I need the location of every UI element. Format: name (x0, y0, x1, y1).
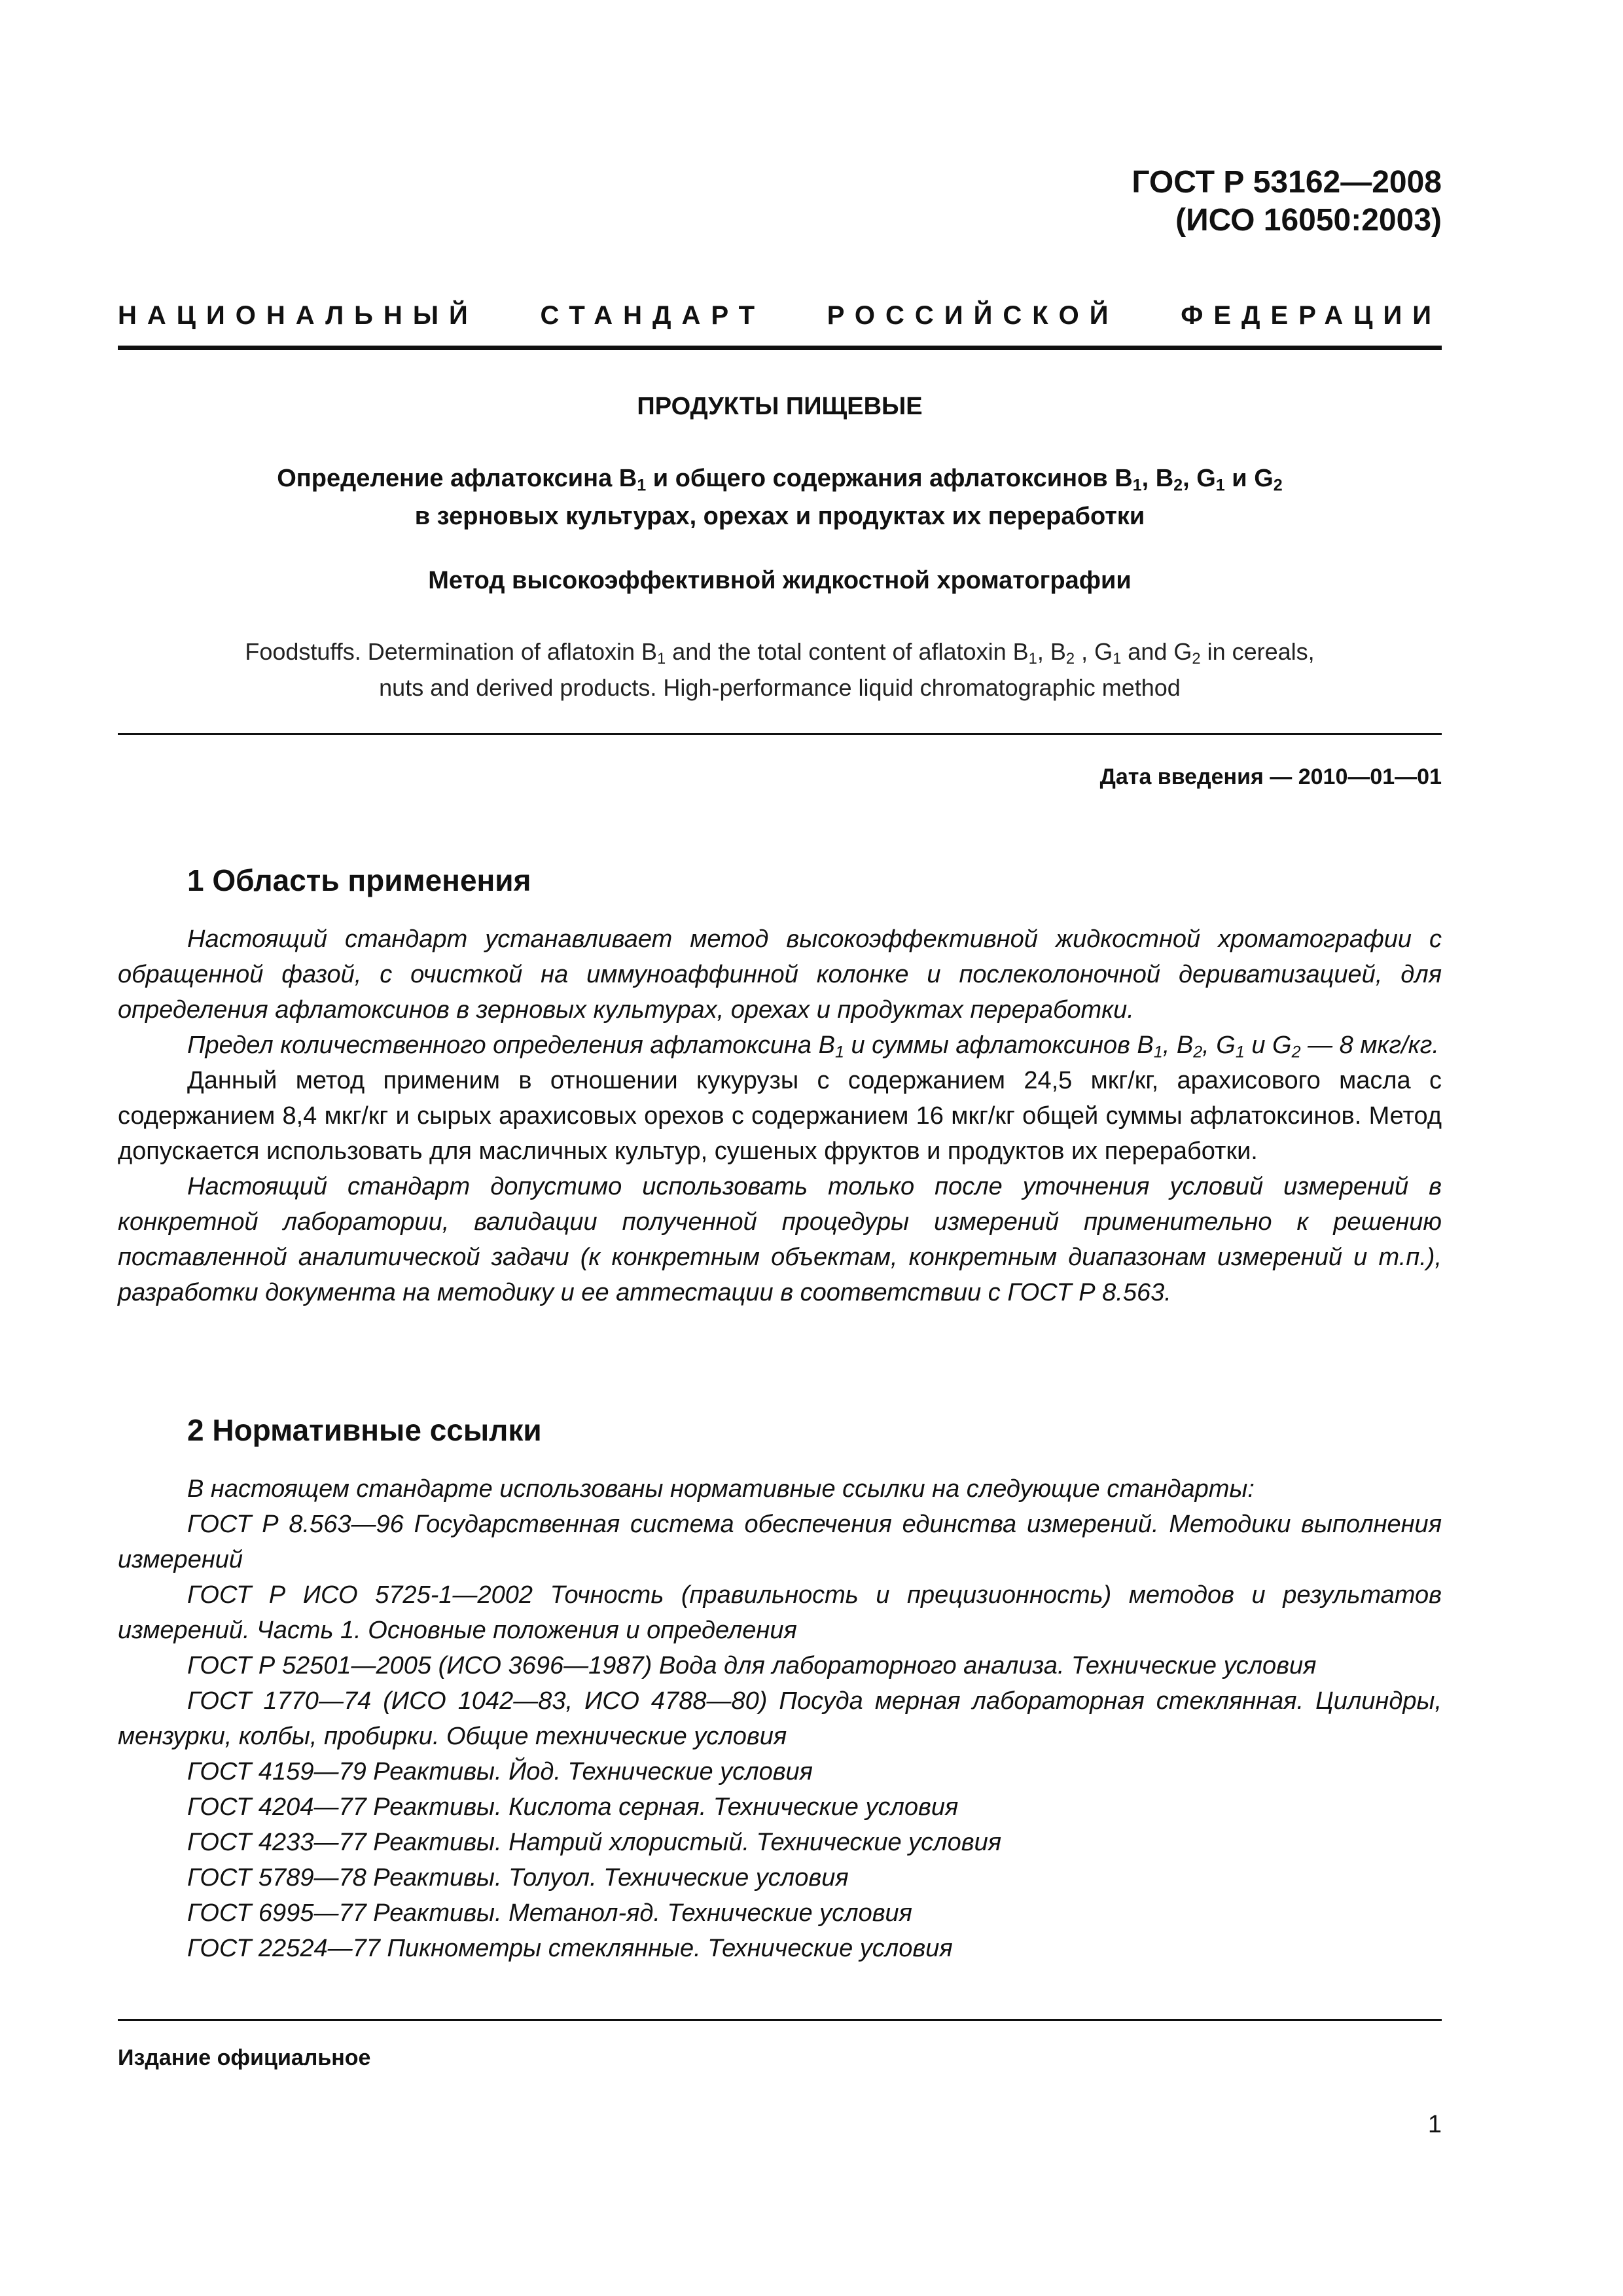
section-2-body (118, 1471, 1442, 1966)
product-title: ПРОДУКТЫ ПИЩЕВЫЕ (637, 393, 923, 420)
english-title (118, 634, 1442, 706)
scope-paragraph-2: Предел количественного определения афлатоксина $B_1$ и суммы афлатоксинов $B_1$, $B_2$, $G_1$ и $G_2$ — 8 мкг/кг. (187, 1031, 1439, 1062)
reference-item: ГОСТ 4159—79 Реактивы. Йод. Технические условия (187, 1758, 813, 1785)
national-standard-title: НАЦИОНАЛЬНЫЙ СТАНДАРТ РОССИЙСКОЙ ФЕДЕРАЦИИ (118, 301, 1442, 330)
reference-item: ГОСТ Р 52501—2005 (ИСО 3696—1987) Вода для лабораторного анализа. Технические условия (187, 1652, 1317, 1679)
reference-item: ГОСТ Р 8.563—96 Государственная система обеспечения единства измерений. Методики выполнения измерений (118, 1511, 1442, 1573)
scope-paragraph-3: Данный метод применим в отношении кукурузы с содержанием 24,5 мкг/кг, арахисового масла с содержанием 8,4 мкг/кг и сырых арахисовых орехов с содержанием 16 мкг/кг общей суммы афлатоксинов. Метод допускается использовать для масличных культур, сушеных фруктов и продуктов их переработки. (118, 1067, 1442, 1165)
reference-item: ГОСТ 6995—77 Реактивы. Метанол-яд. Технические условия (187, 1899, 912, 1927)
standard-number (1132, 164, 1442, 240)
references-intro: В настоящем стандарте использованы нормативные ссылки на следующие стандарты: (187, 1475, 1255, 1503)
english-line-2: nuts and derived products. High-performance liquid chromatographic method (379, 674, 1181, 701)
section-1-heading: 1 Область применения (187, 863, 531, 897)
official-edition-label: Издание официальное (118, 2045, 371, 2070)
reference-item: ГОСТ 4233—77 Реактивы. Натрий хлористый. Технические условия (187, 1829, 1001, 1856)
header-rule (118, 346, 1442, 350)
reference-item: ГОСТ 1770—74 (ИСО 1042—83, ИСО 4788—80) Посуда мерная лабораторная стеклянная. Цилиндры, мензурки, колбы, пробирки. Общие технические условия (118, 1687, 1442, 1750)
reference-item: ГОСТ Р ИСО 5725-1—2002 Точность (правильность и прецизионность) методов и результатов измерений. Часть 1. Основные положения и определения (118, 1581, 1442, 1644)
footer-rule (118, 2019, 1442, 2021)
introduction-date: Дата введения — 2010—01—01 (1099, 764, 1442, 789)
reference-item: ГОСТ 5789—78 Реактивы. Толуол. Технические условия (187, 1864, 849, 1892)
reference-item: ГОСТ 22524—77 Пикнометры стеклянные. Технические условия (187, 1935, 953, 1962)
gost-number: ГОСТ Р 53162—2008 (1132, 165, 1442, 200)
subject-line-1: Определение афлатоксина $B_1$ и общего содержания афлатоксинов $B_1$, $B_2$, $G_1$ и $G_2$ (277, 465, 1283, 495)
scope-paragraph-1: Настоящий стандарт устанавливает метод высокоэффективной жидкостной хроматографии с обращенной фазой, с очисткой на иммуноаффинной колонке и послеколоночной дериватизацией, для определения афлатоксинов в зерновых культурах, орехах и продуктах переработки. (118, 925, 1442, 1024)
english-line-1: Foodstuffs. Determination of aflatoxin $B_1$ and the total content of aflatoxin $B_1$, $B_2$ , $G_1$ and $G_2$ in cereals, (245, 638, 1315, 668)
subject-title (118, 459, 1442, 535)
method-title: Метод высокоэффективной жидкостной хроматографии (428, 567, 1132, 594)
section-2-heading: 2 Нормативные ссылки (187, 1413, 542, 1447)
title-rule (118, 733, 1442, 735)
section-1-body (118, 922, 1442, 1310)
iso-number: (ИСО 16050:2003) (1175, 203, 1442, 238)
subject-line-2: в зерновых культурах, орехах и продуктах их переработки (414, 503, 1145, 530)
scope-paragraph-4: Настоящий стандарт допустимо использовать только после уточнения условий измерений в конкретной лаборатории, валидации полученной процедуры измерений применительно к решению поставленной аналитической задачи (к конкретным объектам, конкретным диапазонам измерений и т.п.), разработки документа на методику и ее аттестации в соответствии с ГОСТ Р 8.563. (118, 1173, 1442, 1306)
reference-item: ГОСТ 4204—77 Реактивы. Кислота серная. Технические условия (187, 1793, 959, 1821)
page-number: 1 (1427, 2111, 1442, 2138)
